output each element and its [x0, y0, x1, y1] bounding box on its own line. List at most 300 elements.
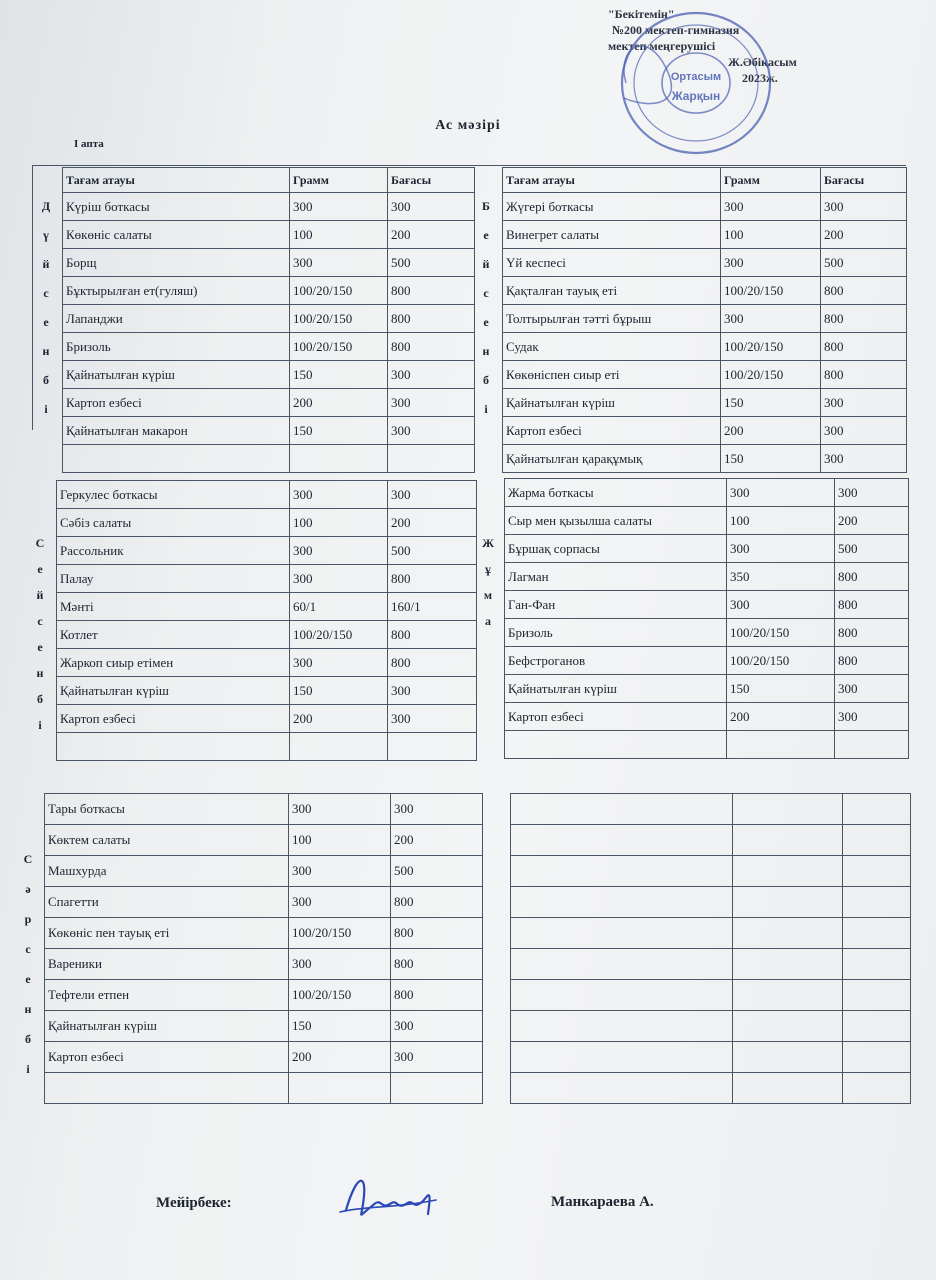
table-header-row — [503, 168, 907, 193]
dish-gram: 300 — [290, 481, 388, 509]
table-row — [45, 1011, 483, 1042]
dish-name: Қайнатылған макарон — [63, 417, 290, 445]
dish-gram: 100/20/150 — [727, 619, 835, 647]
dish-price: 800 — [391, 980, 483, 1011]
table-row — [45, 1073, 483, 1104]
dish-price: 300 — [835, 479, 909, 507]
day-letter: а — [485, 614, 491, 628]
dish-gram: 150 — [289, 1011, 391, 1042]
dish-name: Көкөніспен сиыр еті — [503, 361, 721, 389]
dish-name: Вареники — [45, 949, 289, 980]
dish-price: 200 — [835, 507, 909, 535]
dish-gram: 300 — [290, 537, 388, 565]
dish-price: 500 — [835, 535, 909, 563]
dish-price: 800 — [388, 649, 477, 677]
dish-gram: 100/20/150 — [727, 647, 835, 675]
dish-gram: 300 — [290, 565, 388, 593]
empty-cell — [733, 887, 843, 918]
empty-cell — [733, 1073, 843, 1104]
day-letter: н — [36, 666, 44, 680]
day-label-thursday — [474, 192, 498, 424]
day-letter: б — [483, 373, 489, 387]
dish-name: Картоп езбесі — [57, 705, 290, 733]
day-letter: е — [37, 640, 43, 654]
table-row — [63, 277, 475, 305]
day-letter: с — [25, 942, 31, 956]
table-row — [63, 249, 475, 277]
empty-cell — [843, 1073, 911, 1104]
empty-cell — [733, 949, 843, 980]
day-letter: ә — [25, 882, 31, 896]
dish-name: Котлет — [57, 621, 290, 649]
table-row — [503, 445, 907, 473]
empty-cell — [843, 1011, 911, 1042]
empty-cell — [843, 887, 911, 918]
dish-name — [45, 1073, 289, 1104]
empty-cell — [511, 1011, 733, 1042]
dish-name: Картоп езбесі — [63, 389, 290, 417]
empty-cell — [511, 980, 733, 1011]
dish-name: Қайнатылған қарақұмық — [503, 445, 721, 473]
dish-name: Картоп езбесі — [45, 1042, 289, 1073]
dish-gram: 300 — [727, 591, 835, 619]
empty-cell — [733, 1011, 843, 1042]
table-row — [45, 980, 483, 1011]
table-row — [45, 1042, 483, 1073]
table-row — [503, 417, 907, 445]
dish-price: 500 — [388, 537, 477, 565]
dish-gram: 300 — [289, 949, 391, 980]
table-row — [503, 221, 907, 249]
dish-gram: 100 — [289, 825, 391, 856]
dish-gram: 350 — [727, 563, 835, 591]
dish-price: 800 — [821, 333, 907, 361]
dish-price: 800 — [391, 918, 483, 949]
table-row — [57, 621, 477, 649]
day-letter: б — [37, 692, 43, 706]
table-row — [505, 731, 909, 759]
empty-cell — [733, 980, 843, 1011]
menu-table-wednesday — [44, 793, 483, 1104]
dish-price: 800 — [391, 949, 483, 980]
table-row — [63, 361, 475, 389]
dish-name: Сәбіз салаты — [57, 509, 290, 537]
dish-price: 800 — [835, 619, 909, 647]
dish-price: 800 — [388, 305, 475, 333]
dish-name: Бризоль — [63, 333, 290, 361]
empty-row — [511, 980, 911, 1011]
table-row — [63, 305, 475, 333]
dish-price: 800 — [388, 565, 477, 593]
header-name: Тағам атауы — [503, 168, 721, 193]
empty-row — [511, 887, 911, 918]
dish-name: Толтырылған тәтті бұрыш — [503, 305, 721, 333]
table-row — [503, 361, 907, 389]
dish-price: 300 — [821, 417, 907, 445]
dish-price: 800 — [388, 333, 475, 361]
dish-price: 300 — [835, 703, 909, 731]
empty-cell — [511, 825, 733, 856]
dish-price: 800 — [388, 621, 477, 649]
table-row — [45, 856, 483, 887]
dish-gram: 100 — [721, 221, 821, 249]
dish-name: Ган-Фан — [505, 591, 727, 619]
dish-name: Геркулес боткасы — [57, 481, 290, 509]
dish-price — [835, 731, 909, 759]
table-header-row — [63, 168, 475, 193]
header-price: Бағасы — [821, 168, 907, 193]
empty-cell — [733, 918, 843, 949]
dish-price — [388, 733, 477, 761]
dish-name: Қайнатылған күріш — [503, 389, 721, 417]
dish-gram: 100/20/150 — [721, 277, 821, 305]
dish-gram — [290, 733, 388, 761]
empty-row — [511, 1042, 911, 1073]
week-label: I апта — [74, 138, 104, 150]
table-row — [63, 333, 475, 361]
empty-cell — [511, 856, 733, 887]
table-row — [503, 305, 907, 333]
dish-name: Мәнті — [57, 593, 290, 621]
dish-name: Тефтели етпен — [45, 980, 289, 1011]
dish-price: 800 — [821, 361, 907, 389]
empty-cell — [733, 794, 843, 825]
approval-line: 2023ж. — [742, 71, 778, 85]
table-row — [505, 535, 909, 563]
dish-gram: 100/20/150 — [289, 918, 391, 949]
dish-gram: 300 — [727, 535, 835, 563]
dish-gram: 150 — [721, 389, 821, 417]
dish-price: 300 — [821, 389, 907, 417]
day-label-monday — [34, 192, 58, 424]
dish-gram: 300 — [721, 249, 821, 277]
dish-gram: 100/20/150 — [289, 980, 391, 1011]
approval-line: "Бекітемін" — [608, 7, 675, 21]
dish-gram — [289, 1073, 391, 1104]
day-letter: С — [23, 852, 33, 866]
day-letter: е — [37, 562, 43, 576]
dish-gram: 100/20/150 — [290, 277, 388, 305]
dish-name: Рассольник — [57, 537, 290, 565]
dish-name: Картоп езбесі — [503, 417, 721, 445]
dish-name: Сыр мен қызылша салаты — [505, 507, 727, 535]
dish-price: 800 — [835, 591, 909, 619]
dish-price: 200 — [388, 221, 475, 249]
dish-gram: 150 — [290, 677, 388, 705]
dish-name: Үй кеспесі — [503, 249, 721, 277]
dish-price: 200 — [388, 509, 477, 537]
dish-gram: 100/20/150 — [290, 333, 388, 361]
day-letter: й — [482, 257, 490, 271]
table-row — [505, 563, 909, 591]
dish-name: Жаркоп сиыр етімен — [57, 649, 290, 677]
header-gram: Грамм — [290, 168, 388, 193]
table-row — [45, 825, 483, 856]
day-label-friday — [476, 530, 500, 634]
nurse-label: Мейірбеке: — [156, 1195, 232, 1211]
dish-price: 300 — [391, 1042, 483, 1073]
table-row — [503, 249, 907, 277]
empty-cell — [843, 794, 911, 825]
svg-text:Жарқын: Жарқын — [671, 89, 721, 103]
nurse-name: Манкараева А. — [551, 1194, 654, 1210]
day-letter: н — [42, 344, 50, 358]
table-row — [505, 675, 909, 703]
empty-cell — [733, 825, 843, 856]
page-title: Ас мәзірі — [435, 118, 501, 133]
day-letter: с — [37, 614, 43, 628]
dish-price: 200 — [391, 825, 483, 856]
dish-gram: 100 — [290, 221, 388, 249]
table-row — [63, 417, 475, 445]
dish-gram: 300 — [289, 856, 391, 887]
dish-gram: 300 — [721, 193, 821, 221]
dish-price: 300 — [835, 675, 909, 703]
dish-name — [63, 445, 290, 473]
left-rule — [32, 165, 33, 430]
dish-price: 500 — [388, 249, 475, 277]
day-letter: е — [483, 228, 489, 242]
dish-price: 800 — [821, 305, 907, 333]
dish-name: Жарма боткасы — [505, 479, 727, 507]
empty-cell — [733, 856, 843, 887]
dish-name: Бұршақ сорпасы — [505, 535, 727, 563]
dish-name: Қақталған тауық еті — [503, 277, 721, 305]
table-row — [505, 479, 909, 507]
table-row — [505, 619, 909, 647]
day-letter: й — [36, 588, 44, 602]
dish-gram: 200 — [290, 705, 388, 733]
dish-price: 300 — [391, 1011, 483, 1042]
day-letter: ү — [43, 228, 49, 242]
table-row — [57, 509, 477, 537]
dish-name: Көкөніс пен тауық еті — [45, 918, 289, 949]
day-letter: і — [26, 1062, 30, 1076]
empty-row — [511, 1011, 911, 1042]
empty-cell — [511, 949, 733, 980]
dish-gram: 100/20/150 — [290, 305, 388, 333]
dish-gram: 60/1 — [290, 593, 388, 621]
dish-gram: 300 — [290, 649, 388, 677]
table-row — [57, 481, 477, 509]
table-row — [503, 333, 907, 361]
dish-gram: 300 — [290, 249, 388, 277]
day-label-wednesday — [16, 844, 40, 1084]
dish-name: Судак — [503, 333, 721, 361]
approval-line: Ж.Әбіқасым — [728, 55, 797, 69]
approval-line: мектеп меңгерушісі — [608, 39, 716, 53]
dish-name: Күріш боткасы — [63, 193, 290, 221]
day-letter: Б — [482, 199, 490, 213]
day-letter: С — [35, 536, 45, 550]
dish-price: 300 — [388, 677, 477, 705]
dish-name: Машхурда — [45, 856, 289, 887]
empty-cell — [843, 856, 911, 887]
day-letter: й — [42, 257, 50, 271]
header-price: Бағасы — [388, 168, 475, 193]
dish-price: 800 — [835, 647, 909, 675]
dish-gram — [290, 445, 388, 473]
dish-price: 300 — [388, 193, 475, 221]
menu-table-tuesday — [56, 480, 477, 761]
dish-gram: 100/20/150 — [290, 621, 388, 649]
table-row — [45, 918, 483, 949]
dish-gram: 100 — [727, 507, 835, 535]
dish-price — [388, 445, 475, 473]
dish-name: Винегрет салаты — [503, 221, 721, 249]
dish-gram: 100 — [290, 509, 388, 537]
dish-price: 800 — [391, 887, 483, 918]
dish-price: 200 — [821, 221, 907, 249]
day-letter: Д — [41, 199, 51, 213]
table-row — [57, 733, 477, 761]
table-row — [63, 445, 475, 473]
header-gram: Грамм — [721, 168, 821, 193]
table-row — [505, 647, 909, 675]
signature — [336, 1166, 446, 1226]
dish-name: Көкөніс салаты — [63, 221, 290, 249]
empty-row — [511, 856, 911, 887]
empty-row — [511, 949, 911, 980]
dish-gram: 150 — [290, 417, 388, 445]
dish-price: 500 — [391, 856, 483, 887]
dish-price: 300 — [821, 445, 907, 473]
dish-price: 800 — [821, 277, 907, 305]
dish-gram: 300 — [290, 193, 388, 221]
dish-name: Лапанджи — [63, 305, 290, 333]
dish-price: 800 — [835, 563, 909, 591]
day-letter: с — [43, 286, 49, 300]
dish-gram: 150 — [290, 361, 388, 389]
dish-gram: 300 — [289, 887, 391, 918]
day-letter: і — [38, 718, 42, 732]
table-row — [63, 221, 475, 249]
dish-name: Лагман — [505, 563, 727, 591]
dish-name: Қайнатылған күріш — [57, 677, 290, 705]
day-letter: і — [44, 402, 48, 416]
empty-cell — [843, 825, 911, 856]
table-row — [503, 389, 907, 417]
dish-gram: 200 — [721, 417, 821, 445]
dish-price: 300 — [388, 361, 475, 389]
dish-price: 300 — [388, 705, 477, 733]
menu-table-monday — [62, 167, 475, 473]
dish-price: 800 — [388, 277, 475, 305]
dish-name — [57, 733, 290, 761]
dish-name — [505, 731, 727, 759]
table-row — [45, 794, 483, 825]
empty-cell — [511, 887, 733, 918]
dish-price: 300 — [391, 794, 483, 825]
day-letter: Ж — [482, 536, 494, 550]
empty-cell — [843, 1042, 911, 1073]
dish-price: 300 — [821, 193, 907, 221]
day-letter: м — [483, 588, 493, 602]
day-letter: і — [484, 402, 488, 416]
dish-name: Палау — [57, 565, 290, 593]
dish-gram: 200 — [727, 703, 835, 731]
day-label-tuesday — [28, 530, 52, 738]
table-row — [503, 193, 907, 221]
empty-cell — [843, 980, 911, 1011]
dish-name: Картоп езбесі — [505, 703, 727, 731]
dish-price: 300 — [388, 481, 477, 509]
official-stamp — [606, 8, 774, 158]
dish-price — [391, 1073, 483, 1104]
dish-name: Қайнатылған күріш — [505, 675, 727, 703]
dish-price: 300 — [388, 417, 475, 445]
table-row — [505, 591, 909, 619]
dish-gram: 200 — [290, 389, 388, 417]
table-row — [57, 649, 477, 677]
day-letter: р — [24, 912, 32, 926]
header-name: Тағам атауы — [63, 168, 290, 193]
dish-name: Бұктырылған ет(гуляш) — [63, 277, 290, 305]
table-row — [45, 949, 483, 980]
table-row — [57, 677, 477, 705]
dish-gram: 150 — [727, 675, 835, 703]
day-letter: е — [43, 315, 49, 329]
day-letter: е — [483, 315, 489, 329]
dish-name: Борщ — [63, 249, 290, 277]
dish-gram — [727, 731, 835, 759]
dish-gram: 150 — [721, 445, 821, 473]
dish-gram: 100/20/150 — [721, 333, 821, 361]
table-row — [57, 565, 477, 593]
table-row — [45, 887, 483, 918]
table-row — [63, 389, 475, 417]
empty-row — [511, 918, 911, 949]
empty-row — [511, 825, 911, 856]
dish-gram: 300 — [721, 305, 821, 333]
table-row — [503, 277, 907, 305]
dish-gram: 300 — [727, 479, 835, 507]
day-letter: б — [25, 1032, 31, 1046]
dish-gram: 300 — [289, 794, 391, 825]
table-row — [505, 703, 909, 731]
day-letter: ұ — [485, 562, 491, 576]
day-letter: б — [43, 373, 49, 387]
day-letter: с — [483, 286, 489, 300]
empty-cell — [843, 918, 911, 949]
table-row — [505, 507, 909, 535]
day-letter: н — [24, 1002, 32, 1016]
approval-line: №200 мектеп-гимназия — [612, 23, 740, 37]
dish-name: Бризоль — [505, 619, 727, 647]
empty-grid — [510, 793, 911, 1104]
table-row — [63, 193, 475, 221]
day-letter: н — [482, 344, 490, 358]
dish-price: 300 — [388, 389, 475, 417]
dish-name: Қайнатылған күріш — [63, 361, 290, 389]
empty-cell — [843, 949, 911, 980]
menu-table-thursday — [502, 167, 907, 473]
dish-price: 160/1 — [388, 593, 477, 621]
dish-name: Бефстроганов — [505, 647, 727, 675]
menu-table-friday — [504, 478, 909, 759]
table-row — [57, 593, 477, 621]
dish-name: Тары боткасы — [45, 794, 289, 825]
empty-cell — [511, 1042, 733, 1073]
svg-text:Ортасым: Ортасым — [670, 71, 722, 83]
day-letter: е — [25, 972, 31, 986]
dish-gram: 200 — [289, 1042, 391, 1073]
empty-cell — [511, 1073, 733, 1104]
dish-gram: 100/20/150 — [721, 361, 821, 389]
empty-cell — [733, 1042, 843, 1073]
empty-row — [511, 794, 911, 825]
empty-row — [511, 1073, 911, 1104]
